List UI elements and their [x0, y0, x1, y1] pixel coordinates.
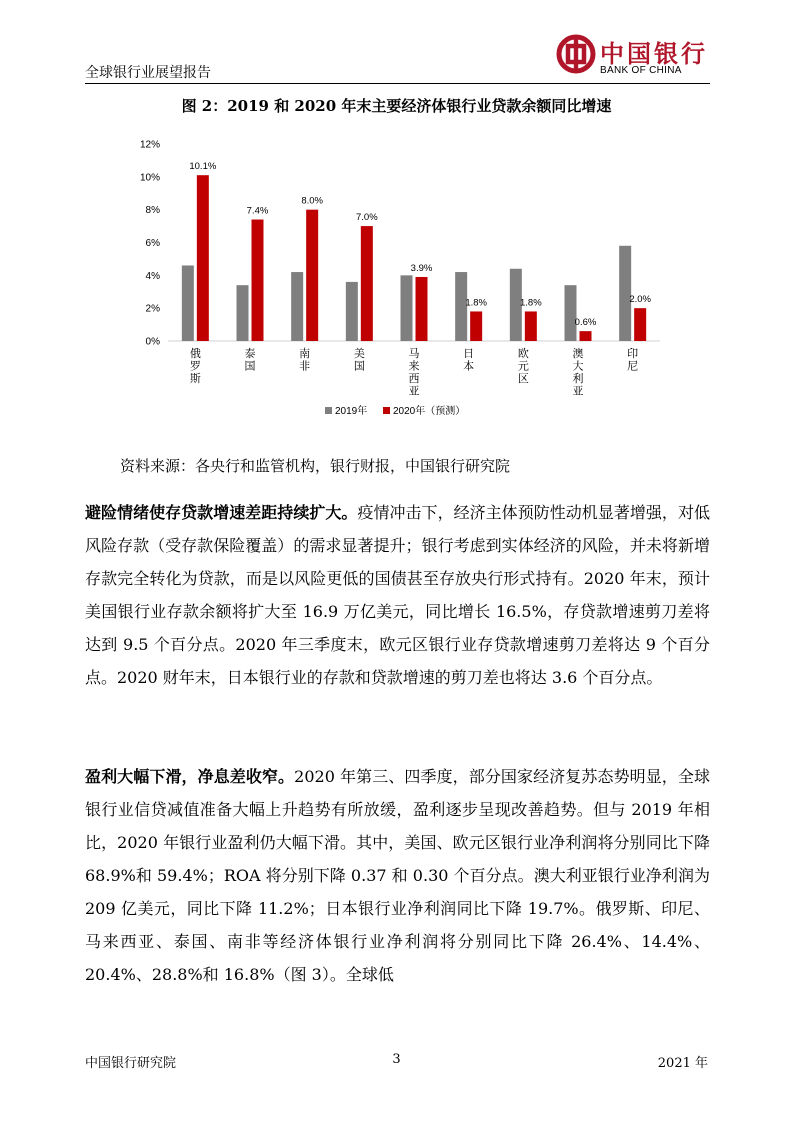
header-title: 全球银行业展望报告	[85, 65, 211, 81]
x-category-label: 泰国	[244, 347, 256, 373]
x-category-label: 俄罗斯	[189, 347, 201, 385]
data-label: 7.0%	[356, 212, 378, 224]
bar-2020	[634, 308, 646, 341]
bar-2019	[182, 265, 194, 341]
x-category-label: 印尼	[627, 347, 639, 373]
bar-2020	[197, 175, 209, 341]
data-label: 0.6%	[574, 317, 597, 329]
bank-logo	[556, 34, 716, 80]
loan-growth-bar-chart	[130, 132, 670, 422]
bar-2020	[361, 226, 373, 341]
y-tick-label: 4%	[145, 270, 160, 282]
data-label: 1.8%	[465, 297, 487, 309]
paragraph-body: 2020 年第三、四季度，部分国家经济复苏态势明显，全球银行业信贷减值准备大幅上升趋势有所放缓，盈利逐步呈现改善趋势。但与 2019 年相比，2020 年银行业盈利仍大幅下滑。其中，美国、欧元区银行业净利润将分别同比下降 68.9%和 59.4%；ROA 将分别下降 0.37 和 0.30 个百分点。澳大利亚银行业净利润为 209 亿美元，同比下降 11.2%；日本银行业净利润同比下降 19.7%。俄罗斯、印尼、马来西亚、泰国、南非等经济体银行业净利润将分别同比下降 26.4%、14.4%、20.4%、28.8%和 16.8%（图 3）。全球低	[85, 767, 710, 984]
paragraph-lead: 盈利大幅下滑，净息差收窄。	[85, 767, 295, 786]
bar-2019	[237, 285, 249, 341]
paragraph-lead: 避险情绪使存贷款增速差距持续扩大。	[85, 503, 358, 522]
bar-2020	[470, 311, 482, 341]
paragraph-deposit-loan-gap	[85, 496, 710, 694]
bar-2020	[252, 220, 264, 341]
footer-year: 2021 年	[657, 1056, 708, 1071]
bar-2019	[401, 275, 413, 341]
data-label: 7.4%	[246, 205, 269, 217]
bar-2020	[580, 331, 592, 341]
x-category-label: 美国	[353, 347, 365, 373]
bar-2020	[416, 277, 428, 341]
logo-chinese-name: 中国银行	[600, 39, 708, 68]
paragraph-profit-decline	[85, 760, 710, 991]
bar-2020	[525, 311, 537, 341]
bar-2019	[565, 285, 577, 341]
legend-label: 2020年（预测）	[393, 406, 466, 417]
header-divider	[85, 83, 710, 84]
x-category-label: 日本	[463, 347, 475, 373]
footer-page-number: 3	[392, 1052, 401, 1067]
legend-swatch-2019	[325, 407, 332, 414]
data-label: 10.1%	[189, 161, 217, 173]
bar-2019	[291, 272, 303, 341]
x-category-label: 马来西亚	[408, 347, 420, 398]
y-tick-label: 2%	[145, 303, 160, 315]
data-label: 2.0%	[629, 294, 651, 306]
y-tick-label: 10%	[139, 172, 160, 184]
bar-2020	[306, 210, 318, 341]
legend-swatch-2020	[383, 407, 390, 414]
y-tick-label: 12%	[139, 139, 160, 151]
bank-of-china-logo-icon	[556, 34, 596, 74]
data-label: 1.8%	[520, 297, 542, 309]
paragraph-body: 疫情冲击下，经济主体预防性动机显著增强，对低风险存款（受存款保险覆盖）的需求显著提升；银行考虑到实体经济的风险，并未将新增存款完全转化为贷款，而是以风险更低的国债甚至存放央行形式持有。2020 年末，预计美国银行业存款余额将扩大至 16.9 万亿美元，同比增长 16.5%，存贷款增速剪刀差将达到 9.5 个百分点。2020 年三季度末，欧元区银行业存贷款增速剪刀差将达 9 个百分点。2020 财年末，日本银行业的存款和贷款增速的剪刀差也将达 3.6 个百分点。	[85, 503, 710, 687]
y-tick-label: 8%	[145, 205, 160, 217]
data-label: 8.0%	[301, 195, 323, 207]
x-category-label: 南非	[299, 347, 311, 373]
bar-2019	[346, 282, 358, 341]
x-category-label: 欧元区	[517, 347, 529, 385]
y-tick-label: 6%	[145, 238, 160, 249]
y-tick-label: 0%	[145, 336, 160, 348]
data-label: 3.9%	[410, 262, 433, 274]
figure-title: 图 2：2019 和 2020 年末主要经济体银行业贷款余额同比增速	[181, 97, 612, 115]
x-category-label: 澳大利亚	[572, 347, 584, 398]
legend-label: 2019年	[335, 406, 368, 417]
figure-source: 资料来源：各央行和监管机构，银行财报，中国银行研究院	[120, 457, 511, 475]
footer-institute: 中国银行研究院	[85, 1056, 177, 1071]
logo-english-name: BANK OF CHINA	[600, 65, 682, 76]
